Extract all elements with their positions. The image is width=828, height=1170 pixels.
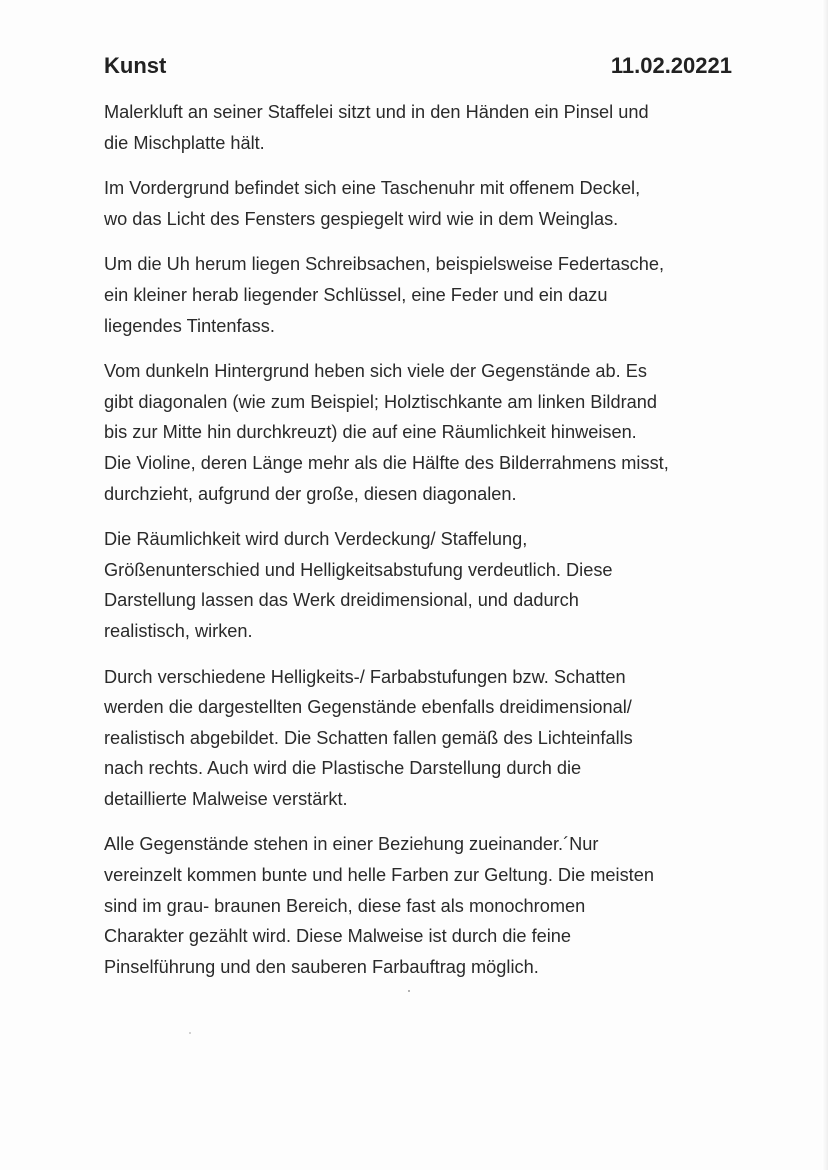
text-line: gibt diagonalen (wie zum Beispiel; Holztischkante am linken Bildrand [104,391,657,412]
text-line: sind im grau- braunen Bereich, diese fast als monochromen [104,895,586,916]
text-line: Darstellung lassen das Werk dreidimensional, und dadurch [104,590,579,611]
text-line: detaillierte Malweise verstärkt. [104,788,348,809]
text-line: ein kleiner herab liegender Schlüssel, eine Feder und ein dazu [104,284,608,305]
text-line: Pinselführung und den sauberen Farbauftrag möglich. [104,956,539,977]
text-line: liegendes Tintenfass. [104,315,275,336]
paragraph-6 [104,662,744,815]
scan-speck [408,990,410,992]
text-line: realistisch, wirken. [104,620,253,641]
document-header [104,50,732,82]
text-line: Vom dunkeln Hintergrund heben sich viele der Gegenstände ab. Es [104,361,647,382]
scan-speck [189,1032,191,1034]
paragraph-3 [104,249,744,341]
document-body [104,97,744,997]
text-line: werden die dargestellten Gegenstände ebenfalls dreidimensional/ [104,697,632,718]
scan-edge-shadow [822,0,828,1170]
subject-title: Kunst [104,53,167,78]
text-line: Alle Gegenstände stehen in einer Beziehung zueinander.´Nur [104,834,599,855]
text-line: realistisch abgebildet. Die Schatten fallen gemäß des Lichteinfalls [104,727,633,748]
text-line: Malerkluft an seiner Staffelei sitzt und in den Händen ein Pinsel und [104,102,649,122]
text-line: Durch verschiedene Helligkeits-/ Farbabstufungen bzw. Schatten [104,666,626,687]
paragraph-7 [104,829,744,982]
text-line: Um die Uh herum liegen Schreibsachen, beispielsweise Federtasche, [104,254,665,275]
paragraph-2 [104,173,744,234]
text-line: Die Violine, deren Länge mehr als die Hälfte des Bilderrahmens misst, [104,452,669,473]
text-line: wo das Licht des Fensters gespiegelt wird wie in dem Weinglas. [104,208,619,229]
paragraph-4 [104,356,744,509]
text-line: bis zur Mitte hin durchkreuzt) die auf eine Räumlichkeit hinweisen. [104,422,637,443]
text-line: vereinzelt kommen bunte und helle Farben zur Geltung. Die meisten [104,865,654,886]
paragraph-1 [104,97,744,158]
text-line: Charakter gezählt wird. Diese Malweise ist durch die feine [104,926,572,947]
text-line: die Mischplatte hält. [104,132,265,153]
paragraph-5 [104,524,744,646]
text-line: nach rechts. Auch wird die Plastische Darstellung durch die [104,758,582,779]
text-line: Größenunterschied und Helligkeitsabstufung verdeutlich. Diese [104,559,613,580]
text-line: durchzieht, aufgrund der große, diesen diagonalen. [104,483,517,504]
text-line: Im Vordergrund befindet sich eine Taschenuhr mit offenem Deckel, [104,178,641,199]
document-date: 11.02.20221 [610,53,732,78]
text-line: Die Räumlichkeit wird durch Verdeckung/ Staffelung, [104,529,528,550]
